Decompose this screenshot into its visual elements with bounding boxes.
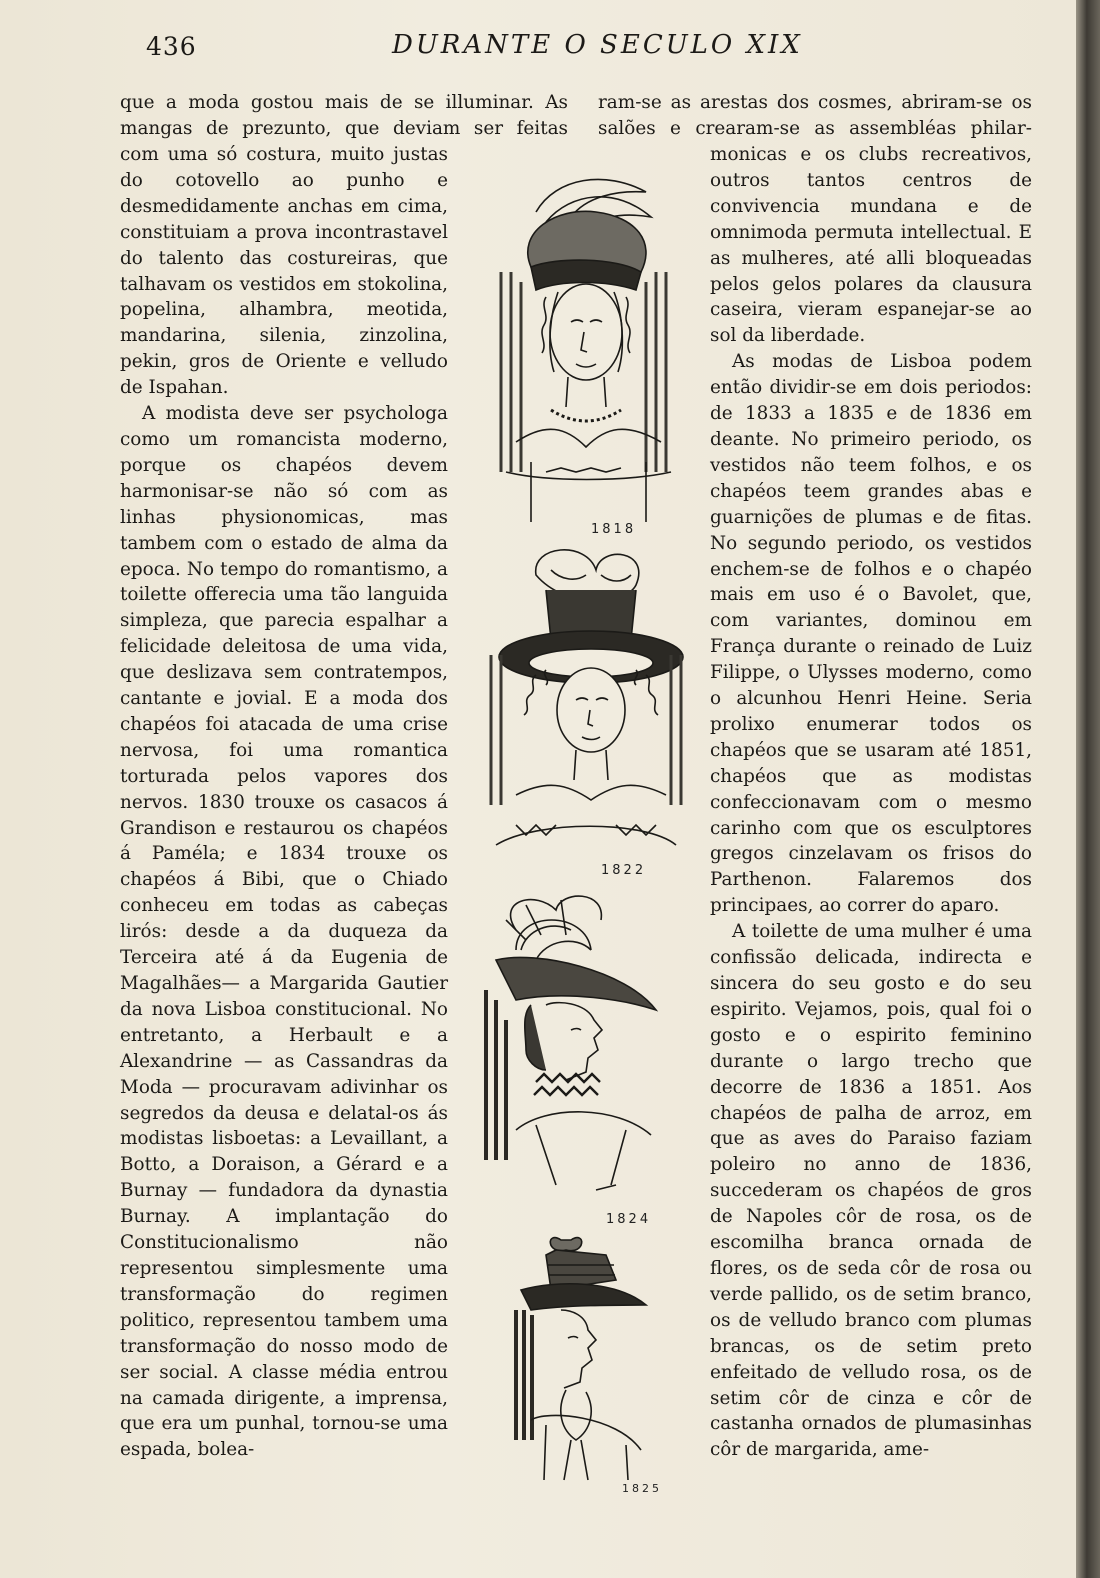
wide-brim-hat-portrait-1824-illustration bbox=[476, 890, 696, 1210]
left-column-top bbox=[120, 90, 568, 142]
left-full-line-1: que a moda gostou mais de se illuminar. As bbox=[120, 92, 568, 113]
hat-figure-1818 bbox=[476, 172, 696, 542]
page-header bbox=[0, 30, 1080, 70]
left-column-body bbox=[120, 142, 448, 1463]
bonnet-portrait-1818-illustration bbox=[476, 172, 696, 542]
right-paragraph-1: monicas e os clubs recreativos, outros tantos centros de convivencia mundana e de omnimoda permuta intellectual. E as mulheres, até alli bloqueadas pelos gelos polares da clausura caseira, vieram espanejar-se ao sol da liberdade. bbox=[710, 144, 1032, 347]
right-full-line-2: salões e crearam-se as assembléas philar- bbox=[598, 117, 1032, 139]
hat-figure-1822 bbox=[476, 545, 696, 885]
right-paragraph-2: As modas de Lisboa podem então dividir-se em dois periodos: de 1833 a 1835 e de 1836 em deante. No primeiro periodo, os vestidos não teem folhos, e os chapéos teem grandes abas e guarnições de plumas e de fitas. No segundo periodo, os vestidos enchem-se de folhos e o chapéo mais em uso é o Bavolet, que, com variantes, dominou em França durante o reinado de Luiz Filippe, o Ulysses moderno, como o alcunhou Henri Heine. Seria prolixo enumerar todos os chapéos que se usaram até 1851, chapéos que as modistas confeccionavam com o mesmo carinho com que os esculptores gregos cinzelavam os frisos do Parthenon. Falaremos dos principaes, ao correr do aparo. bbox=[710, 351, 1032, 917]
right-full-line-1: ram-se as arestas dos cosmes, abriram-se os bbox=[598, 92, 1032, 113]
left-paragraph-2: A modista deve ser psychologa como um romancista moderno, porque os chapéos devem harmonisar-se não só com as linhas physionomicas, mas tambem com o estado de alma da epoca. No tempo do romantismo, a toilette offerecia uma tão languida simpleza, que parecia espalhar a felicidade deleitosa de uma vida, que deslizava sem contratempos, cantante e jovial. E a moda dos chapéos foi atacada de uma crise nervosa, foi uma romantica torturada pelos vapores dos nervos. 1830 trouxe os casacos á Grandison e restaurou os chapéos á Paméla; e 1834 trouxe os chapéos á Bibi, que o Chiado conheceu em todas as cabeças lirós: desde a da duqueza da Terceira até á da Eugenia de Magalhães— a Margarida Gautier da nova Lisboa constitucional. No entretanto, a Herbault e a Alexandrine — as Cassandras da Moda — procuravam adivinhar os segredos da deusa e delatal-os ás modistas lisboetas: a Levaillant, a Botto, a Doraison, a Gérard e a Burnay — fundadora da dynastia Burnay. A implantação do Constitucionalismo não representou simplesmente uma transformação do regimen politico, representou tambem uma transformação do nosso modo de ser social. A classe média entrou na camada dirigente, a imprensa, que era um punhal, tornou-se uma espada, bolea- bbox=[120, 403, 448, 1461]
hat-figure-1824 bbox=[476, 890, 696, 1210]
running-head: DURANTE O SECULO XIX bbox=[392, 30, 803, 60]
right-column-top bbox=[598, 90, 1032, 142]
right-column-body bbox=[710, 142, 1032, 1463]
figure-date-1822: 1822 bbox=[601, 863, 647, 878]
book-binding-edge bbox=[1076, 0, 1100, 1578]
left-full-line-2: mangas de prezunto, que deviam ser feitas bbox=[120, 117, 568, 139]
page-number: 436 bbox=[146, 32, 197, 61]
right-paragraph-3: A toilette de uma mulher é uma confissão delicada, indirecta e sincera do seu gosto e do seu espirito. Vejamos, pois, qual foi o gosto e o espirito feminino durante o largo trecho que decorre de 1836 a 1851. Aos chapéos de palha de arroz, em que as aves do Paraiso faziam poleiro no anno de 1836, succederam os chapéos de gros de Napoles côr de rosa, os de escomilha branca ornada de flores, os de seda côr de rosa ou verde pallido, os de setim branco, os de velludo branco com plumas brancas, os de setim preto enfeitado de velludo rosa, os de setim côr de cinza e côr de castanha ornados de plumasinhas côr de margarida, ame- bbox=[710, 921, 1032, 1461]
figure-date-1818: 1818 bbox=[591, 522, 637, 537]
hat-figure-1825 bbox=[476, 1210, 696, 1500]
plumed-hat-portrait-1822-illustration bbox=[476, 545, 696, 885]
bonnet-profile-1825-illustration bbox=[476, 1210, 696, 1500]
left-paragraph-1: com uma só costura, muito justas do cotovello ao punho e desmedidamente anchas em cima, constituiam a prova incontrastavel do talento das costureiras, que talhavam os vestidos em stokolina, popelina, alhambra, meotida, mandarina, silenia, zinzolina, pekin, gros de Oriente e velludo de Ispahan. bbox=[120, 144, 448, 399]
hat-illustrations bbox=[476, 160, 696, 1500]
figure-date-1825: 1825 bbox=[622, 1482, 662, 1495]
figure-date-1824: 1824 bbox=[606, 1212, 652, 1227]
